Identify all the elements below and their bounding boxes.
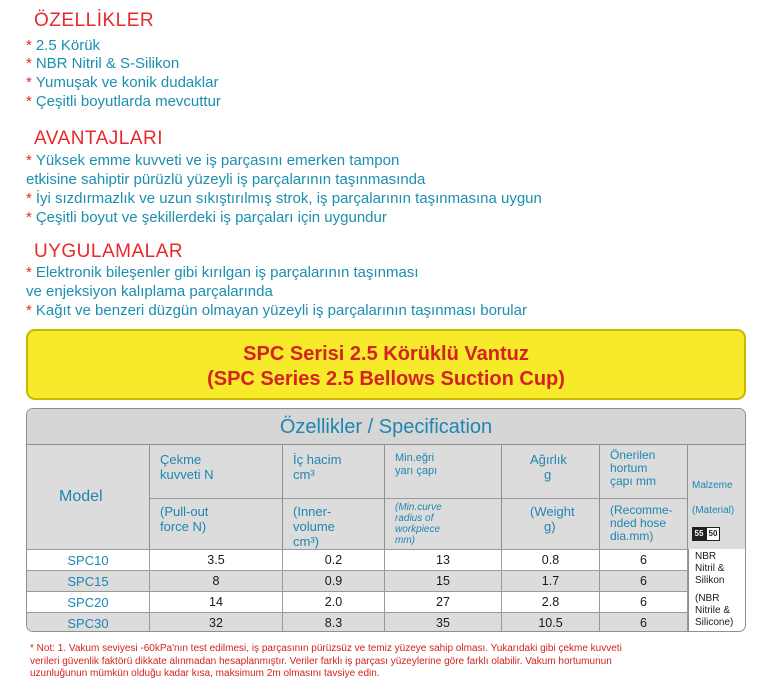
feature-item: * 2.5 Körük — [26, 37, 101, 54]
banner-title-tr: SPC Serisi 2.5 Körüklü Vantuz — [243, 343, 529, 365]
product-title-banner — [26, 329, 746, 400]
inner-volume-header: İç hacim cm³ (Inner- volume cm³) — [283, 445, 385, 549]
model-cell: SPC20 — [27, 592, 150, 613]
material-cell: NBR Nitril & Silikon (NBR Nitrile & Silicone) — [688, 549, 745, 632]
spec-header-row — [27, 445, 745, 549]
value-cell: 2.8 — [502, 592, 600, 613]
value-cell: 10.5 — [502, 613, 600, 632]
value-cell: 32 — [150, 613, 283, 632]
advantage-line: etkisine sahiptir pürüzlü yüzeyli iş parçalarının taşınmasında — [26, 171, 426, 188]
hardness-50-badge: 50 — [706, 527, 720, 541]
value-cell: 8 — [150, 571, 283, 592]
value-cell: 0.8 — [502, 550, 600, 571]
value-cell: 3.5 — [150, 550, 283, 571]
banner-title-en: (SPC Series 2.5 Bellows Suction Cup) — [207, 368, 565, 390]
application-line: ve enjeksiyon kalıplama parçalarında — [26, 283, 273, 300]
value-cell: 8.3 — [283, 613, 385, 632]
footnote: * Not: 1. Vakum seviyesi -60kPa'nın test edilmesi, iş parçasının pürüzsüz ve temiz yüzeye sahip olması. Yukarıdaki gibi çekme kuvveti verileri güvenlik faktörü dikkate alınmadan hesaplanmıştır. Veriler farklı iş parçası yüzeylerine göre farklı olabilir. Vakum hortumunun uzunluğunun mümkün olduğu kadar kısa, maksimum 2m olmasını tavsiye edin. — [30, 643, 622, 679]
applications-heading: UYGULAMALAR — [34, 241, 184, 262]
application-line: * Kağıt ve benzeri düzgün olmayan yüzeyli iş parçalarının taşınması borular — [26, 302, 527, 319]
feature-item: * NBR Nitril & S-Silikon — [26, 55, 180, 72]
material-header: Malzeme (Material) 55 50 — [688, 445, 745, 549]
model-header: Model — [27, 445, 150, 549]
value-cell: 1.7 — [502, 571, 600, 592]
advantages-heading: AVANTAJLARI — [34, 128, 164, 149]
hardness-55-badge: 55 — [692, 527, 706, 541]
advantage-line: * Yüksek emme kuvveti ve iş parçasını emerken tampon — [26, 152, 400, 169]
table-row — [27, 570, 688, 591]
value-cell: 13 — [385, 550, 502, 571]
value-cell: 6 — [600, 550, 688, 571]
spec-title: Özellikler / Specification — [27, 409, 745, 445]
value-cell: 6 — [600, 571, 688, 592]
value-cell: 35 — [385, 613, 502, 632]
table-row — [27, 549, 688, 570]
specification-table — [26, 408, 746, 632]
feature-item: * Yumuşak ve konik dudaklar — [26, 74, 219, 91]
feature-item: * Çeşitli boyutlarda mevcuttur — [26, 93, 221, 110]
model-cell: SPC30 — [27, 613, 150, 632]
value-cell: 15 — [385, 571, 502, 592]
model-cell: SPC15 — [27, 571, 150, 592]
value-cell: 6 — [600, 613, 688, 632]
table-row — [27, 591, 688, 612]
weight-header: Ağırlık g (Weight g) — [502, 445, 600, 549]
application-line: * Elektronik bileşenler gibi kırılgan iş parçalarının taşınması — [26, 264, 419, 281]
features-heading: ÖZELLİKLER — [34, 10, 155, 31]
value-cell: 6 — [600, 592, 688, 613]
hose-diameter-header: Önerilen hortum çapı mm (Recomme- nded hose dia.mm) — [600, 445, 688, 549]
min-radius-header: Min.eğri yarı çapı (Min.curve radius of workpiece mm) — [385, 445, 502, 549]
advantage-line: * İyi sızdırmazlık ve uzun sıkıştırılmış strok, iş parçalarının taşınmasına uygun — [26, 190, 542, 207]
model-cell: SPC10 — [27, 550, 150, 571]
advantage-line: * Çeşitli boyut ve şekillerdeki iş parçaları için uygundur — [26, 209, 387, 226]
value-cell: 0.2 — [283, 550, 385, 571]
value-cell: 2.0 — [283, 592, 385, 613]
value-cell: 27 — [385, 592, 502, 613]
value-cell: 0.9 — [283, 571, 385, 592]
pull-force-header: Çekme kuvveti N (Pull-out force N) — [150, 445, 283, 549]
value-cell: 14 — [150, 592, 283, 613]
table-row — [27, 612, 688, 632]
